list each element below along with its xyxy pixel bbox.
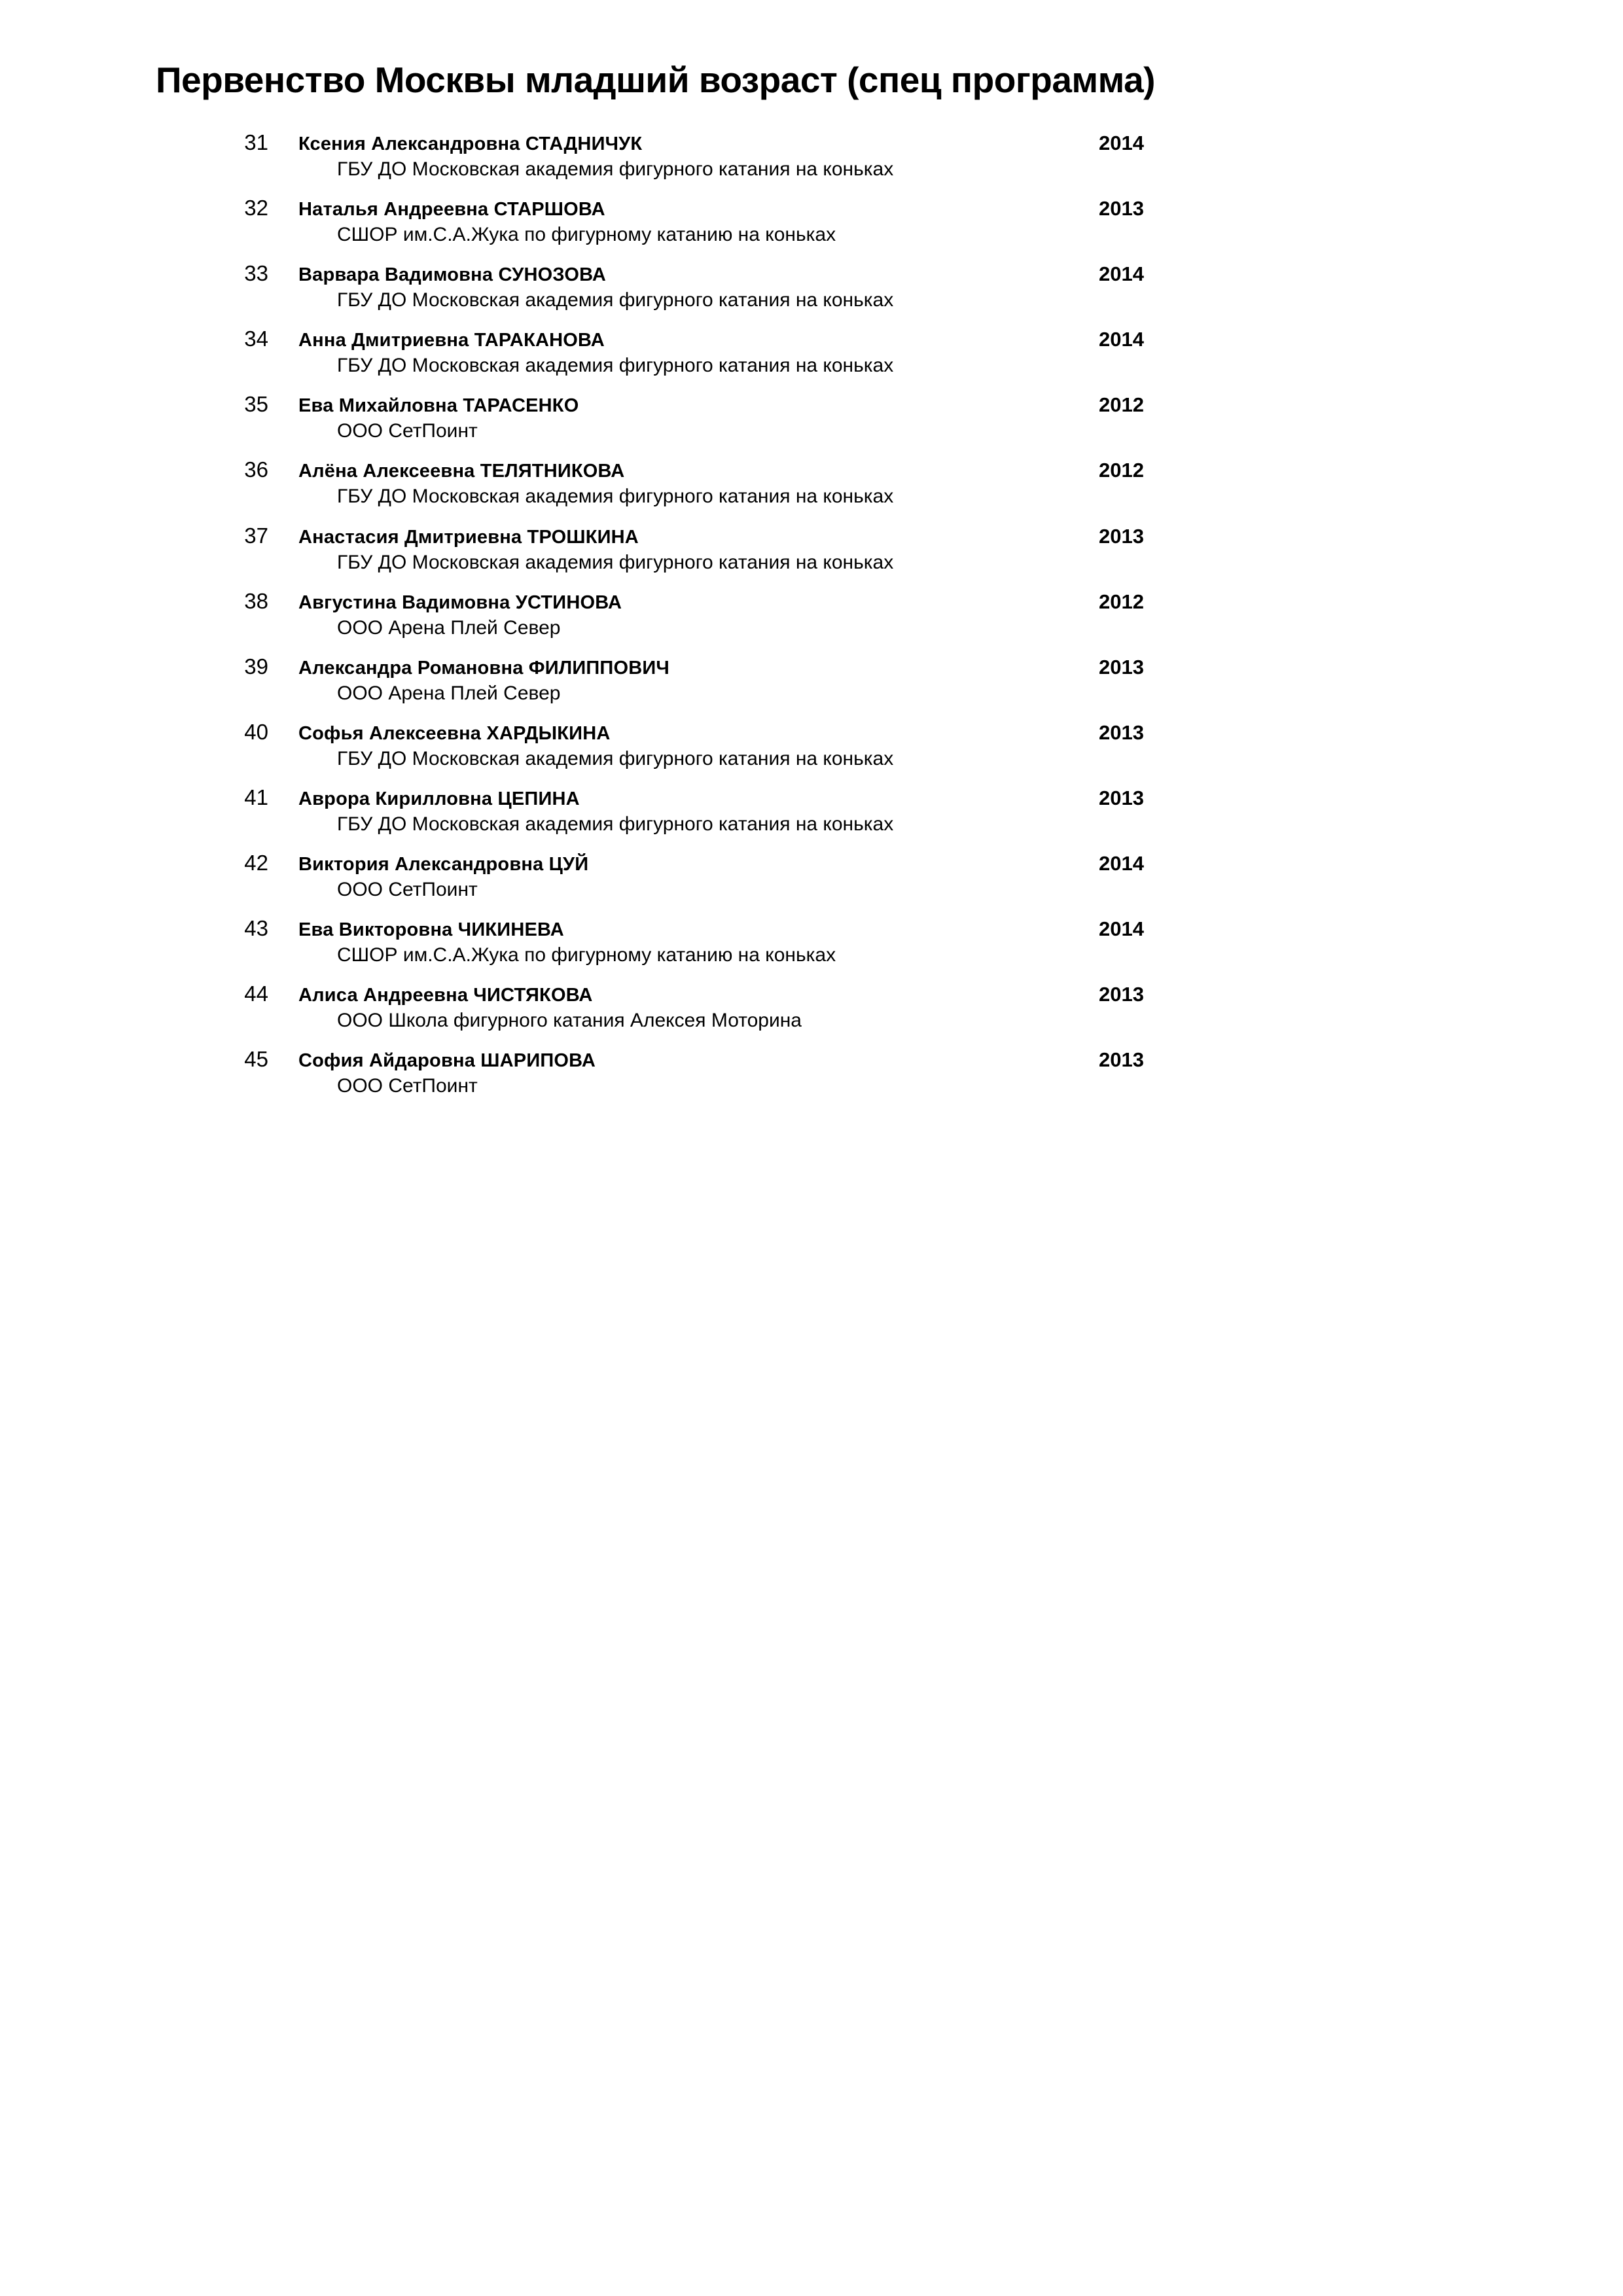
participant-number: 32 bbox=[244, 196, 268, 221]
participant-club: ООО Школа фигурного катания Алексея Моторина bbox=[337, 1010, 802, 1032]
participant-main-line bbox=[0, 656, 1144, 678]
participants-list bbox=[0, 132, 1144, 1114]
participant-club: ГБУ ДО Московская академия фигурного катания на коньках bbox=[337, 289, 894, 311]
participant-name: Варвара Вадимовна СУНОЗОВА bbox=[298, 264, 606, 286]
participant-row bbox=[0, 393, 1144, 459]
participant-club: ГБУ ДО Московская академия фигурного катания на коньках bbox=[337, 813, 894, 835]
participant-birth-year: 2014 bbox=[1099, 262, 1144, 286]
participant-row bbox=[0, 983, 1144, 1048]
participant-main-line bbox=[0, 786, 1144, 809]
participant-row bbox=[0, 197, 1144, 262]
participant-number: 36 bbox=[244, 457, 268, 482]
participant-number: 37 bbox=[244, 523, 268, 548]
participant-name: Анастасия Дмитриевна ТРОШКИНА bbox=[298, 526, 639, 548]
participant-club: ГБУ ДО Московская академия фигурного катания на коньках bbox=[337, 551, 894, 573]
participant-club: СШОР им.С.А.Жука по фигурному катанию на коньках bbox=[337, 224, 836, 246]
participant-birth-year: 2014 bbox=[1099, 852, 1144, 875]
participant-club: ГБУ ДО Московская академия фигурного катания на коньках bbox=[337, 486, 894, 508]
participant-name: София Айдаровна ШАРИПОВА bbox=[298, 1050, 596, 1072]
participant-name: Софья Алексеевна ХАРДЫКИНА bbox=[298, 722, 611, 744]
participant-main-line bbox=[0, 459, 1144, 481]
participant-main-line bbox=[0, 590, 1144, 612]
participant-name: Алиса Андреевна ЧИСТЯКОВА bbox=[298, 985, 593, 1006]
participant-number: 45 bbox=[244, 1047, 268, 1072]
participant-birth-year: 2013 bbox=[1099, 786, 1144, 809]
participant-name: Алёна Алексеевна ТЕЛЯТНИКОВА bbox=[298, 461, 625, 482]
participant-row bbox=[0, 262, 1144, 328]
participant-number: 34 bbox=[244, 327, 268, 351]
participant-name: Анна Дмитриевна ТАРАКАНОВА bbox=[298, 330, 605, 351]
participant-club: ООО СетПоинт bbox=[337, 420, 478, 442]
participant-name: Ева Викторовна ЧИКИНЕВА bbox=[298, 919, 564, 941]
participant-main-line bbox=[0, 262, 1144, 285]
participant-name: Августина Вадимовна УСТИНОВА bbox=[298, 592, 622, 613]
participant-club: ГБУ ДО Московская академия фигурного катания на коньках bbox=[337, 747, 894, 769]
participant-main-line bbox=[0, 132, 1144, 154]
participant-club: ГБУ ДО Московская академия фигурного катания на коньках bbox=[337, 158, 894, 180]
participant-main-line bbox=[0, 983, 1144, 1005]
participant-row bbox=[0, 590, 1144, 656]
participant-main-line bbox=[0, 1048, 1144, 1070]
participant-row bbox=[0, 786, 1144, 852]
page-title: Первенство Москвы младший возраст (спец программа) bbox=[156, 60, 1155, 100]
participant-row bbox=[0, 852, 1144, 917]
participant-name: Аврора Кирилловна ЦЕПИНА bbox=[298, 788, 580, 809]
participant-club: ООО Арена Плей Север bbox=[337, 682, 561, 704]
participant-main-line bbox=[0, 393, 1144, 415]
participant-number: 41 bbox=[244, 785, 268, 809]
participant-number: 43 bbox=[244, 916, 268, 941]
participant-number: 38 bbox=[244, 588, 268, 613]
participant-row bbox=[0, 656, 1144, 721]
participant-name: Александра Романовна ФИЛИППОВИЧ bbox=[298, 657, 669, 679]
participant-club: СШОР им.С.А.Жука по фигурному катанию на коньках bbox=[337, 944, 836, 966]
participant-row bbox=[0, 721, 1144, 786]
participant-name: Наталья Андреевна СТАРШОВА bbox=[298, 199, 605, 221]
participant-main-line bbox=[0, 525, 1144, 547]
participant-club: ООО СетПоинт bbox=[337, 1075, 478, 1097]
participant-row bbox=[0, 525, 1144, 590]
participant-club: ООО Арена Плей Север bbox=[337, 616, 561, 639]
participant-row bbox=[0, 917, 1144, 983]
participant-row bbox=[0, 132, 1144, 197]
participant-row bbox=[0, 459, 1144, 524]
participant-number: 33 bbox=[244, 261, 268, 286]
participant-birth-year: 2013 bbox=[1099, 720, 1144, 744]
participant-row bbox=[0, 1048, 1144, 1114]
participant-main-line bbox=[0, 721, 1144, 743]
participant-main-line bbox=[0, 917, 1144, 940]
participant-birth-year: 2013 bbox=[1099, 655, 1144, 679]
participant-name: Ксения Александровна СТАДНИЧУК bbox=[298, 133, 643, 154]
participant-name: Виктория Александровна ЦУЙ bbox=[298, 854, 589, 875]
participant-club: ГБУ ДО Московская академия фигурного катания на коньках bbox=[337, 355, 894, 377]
participant-number: 39 bbox=[244, 654, 268, 679]
participant-birth-year: 2014 bbox=[1099, 132, 1144, 154]
participant-birth-year: 2013 bbox=[1099, 197, 1144, 221]
participant-birth-year: 2012 bbox=[1099, 459, 1144, 482]
participant-number: 40 bbox=[244, 719, 268, 744]
participant-birth-year: 2013 bbox=[1099, 1048, 1144, 1072]
participant-name: Ева Михайловна ТАРАСЕНКО bbox=[298, 395, 579, 417]
participant-club: ООО СетПоинт bbox=[337, 879, 478, 901]
participant-number: 42 bbox=[244, 851, 268, 875]
participant-main-line bbox=[0, 197, 1144, 219]
participant-birth-year: 2012 bbox=[1099, 393, 1144, 417]
participant-main-line bbox=[0, 328, 1144, 350]
participant-row bbox=[0, 328, 1144, 393]
participant-birth-year: 2013 bbox=[1099, 983, 1144, 1006]
participant-number: 35 bbox=[244, 392, 268, 417]
participant-birth-year: 2013 bbox=[1099, 524, 1144, 548]
participant-main-line bbox=[0, 852, 1144, 874]
participant-birth-year: 2014 bbox=[1099, 917, 1144, 941]
participant-birth-year: 2014 bbox=[1099, 328, 1144, 351]
participant-number: 31 bbox=[244, 130, 268, 154]
participant-birth-year: 2012 bbox=[1099, 590, 1144, 613]
participant-number: 44 bbox=[244, 981, 268, 1006]
